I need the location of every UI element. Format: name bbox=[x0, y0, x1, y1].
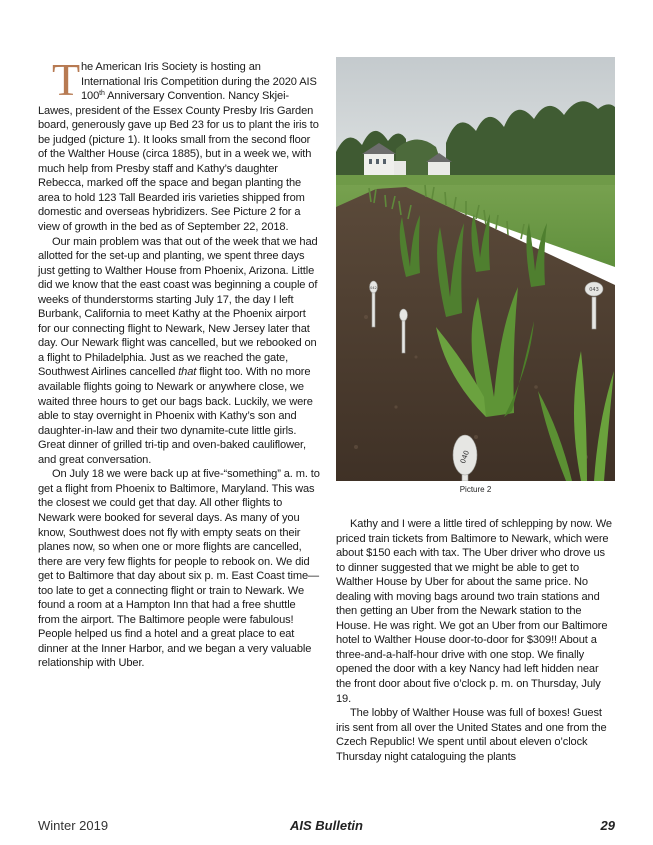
photo-caption: Picture 2 bbox=[459, 485, 492, 494]
paragraph-2: Our main problem was that out of the week that we had allotted for the set-up and planting, we spent three days just getting to Walther House from Phoenix, Arizona. Little did we know that the east coast was beginning a couple of weeks of thunderstorms starting July 17, the day I left Burbank, California to meet Kathy at the Phoenix airport for our connecting flight to Newark, New Jersey later that day. Our Newark flight was cancelled, but we rebooked on a flight to Philadelphia. Just as we reached the gate, Southwest Airlines cancelled that flight too. With no more available flights going to Newark or anywhere close, we waited three hours to get our bags back. Luckily, we were able to stay overnight in Phoenix with Kathy’s son and daughter-in-law and their two dynamite-cute little girls. Great dinner of grilled tri-tip and oven-baked cauliflower, and great conversation. bbox=[38, 235, 318, 466]
plant-marker-label: 043 bbox=[589, 287, 599, 293]
footer-issue: Winter 2019 bbox=[38, 818, 109, 833]
drop-cap: T bbox=[52, 54, 80, 105]
article-column-right bbox=[336, 517, 616, 764]
plant-marker-label: 042 bbox=[370, 286, 377, 290]
paragraph-5: The lobby of Walther House was full of boxes! Guest iris sent from all over the United States and one from the Czech Republic! We spent until about eleven o’clock Thursday night cataloguing the plants bbox=[336, 707, 607, 763]
footer-page-number: 29 bbox=[600, 818, 615, 833]
footer-publication: AIS Bulletin bbox=[290, 818, 363, 833]
paragraph-1: The American Iris Society is hosting an International Iris Competition during the 2020 AIS 100th Anniversary Convention. Nancy Skjei-Lawes, president of the Essex County Presby Iris Garden board, generously gave up Bed 23 for us to plant the iris to be judged (picture 1). It looks small from the second floor of the Walther House (circa 1885), but in a week we, with much help from Presby staff and Kathy’s daughter Rebecca, marked off the space and began planting the area to hold 123 Tall Bearded iris varieties shipped from domestic and overseas hybridizers. See Picture 2 for a view of growth in the bed as of September 22, 2018. bbox=[38, 54, 319, 234]
paragraph-4: Kathy and I were a little tired of schlepping by now. We priced train tickets from Baltimore to Newark, which were about $150 each with tax. The Uber driver who drove us to dinner suggested that we might be able to get to Walther House by Uber for about the same price. No dealing with moving bags around two train stations and then getting an Uber from the Newark station to the House. He was right. We got an Uber from our Baltimore hotel to Walther House door-to-door for $309!! About a three-and-a-half-hour drive with one stop. We finally opened the door with a key Nancy had left hidden near the front door about five o’clock p. m. on Thursday, July 19. bbox=[336, 518, 612, 705]
plant-marker-label: 040 bbox=[458, 449, 472, 465]
article-column-left bbox=[38, 54, 320, 671]
paragraph-3: On July 18 we were back up at five-“something” a. m. to get a flight from Phoenix to Baltimore, Maryland. This was the closest we could get that day. All other flights to Newark were booked for several days. As many of you know, Southwest does not fly with empty seats on their planes now, so when one or more flights are cancelled, there are very few flights for people to rebook on. We did get to Baltimore that day about six p. m. East Coast time—too late to get a connecting flight or train to Newark. We found a room at a Hampton Inn that had a free shuttle from the airport. The Baltimore people were fabulous! People helped us find a hotel and a great place to eat dinner at the Inner Harbor, and we began a very valuable relationship with Uber. bbox=[38, 468, 320, 670]
garden-photo bbox=[336, 57, 615, 481]
